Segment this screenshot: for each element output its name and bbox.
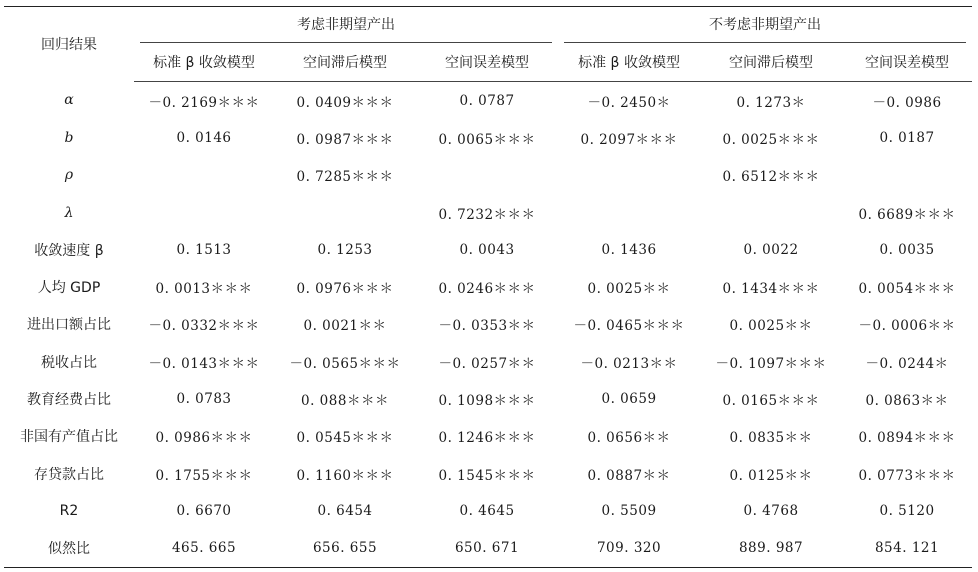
value-cell: 0. 0022: [743, 241, 799, 258]
value-cell: [842, 157, 972, 194]
row-label: λ: [64, 204, 74, 221]
group-header-without-undesirable-output: [558, 7, 972, 44]
row-label: 存贷款占比: [34, 466, 104, 483]
value-cell: [134, 194, 274, 231]
value-cell: 0. 0783: [176, 391, 232, 408]
corner-label: 回归结果: [4, 7, 134, 82]
value-cell: 709. 320: [558, 530, 700, 568]
value-cell: 0. 6689＊＊＊: [858, 206, 956, 223]
value-cell: 0. 5509: [601, 502, 657, 519]
value-cell: 0. 1098＊＊＊: [438, 393, 536, 410]
value-cell: 0. 0013＊＊＊: [155, 281, 253, 298]
value-cell: 0. 0065＊＊＊: [438, 131, 536, 148]
value-cell: 0. 0025＊＊: [729, 318, 813, 335]
regression-results-table-container: [4, 6, 972, 568]
value-cell: 0. 6454: [317, 502, 373, 519]
value-cell: 0. 0025＊＊＊: [722, 131, 820, 148]
value-cell: 0. 6512＊＊＊: [722, 169, 820, 186]
table-row: [4, 194, 972, 231]
sub-header-cell: 空间滞后模型: [274, 43, 416, 82]
table-row: [4, 380, 972, 417]
sub-header-cell: 空间误差模型: [416, 43, 558, 82]
row-label: α: [64, 92, 74, 109]
row-label: R2: [59, 502, 79, 519]
value-cell: 889. 987: [700, 530, 842, 568]
value-cell: [558, 157, 700, 194]
value-cell: －0. 0986: [872, 94, 942, 111]
value-cell: 0. 1246＊＊＊: [438, 430, 536, 447]
value-cell: 0. 0863＊＊: [865, 393, 949, 410]
value-cell: －0. 1097＊＊＊: [715, 355, 827, 372]
value-cell: －0. 0257＊＊: [438, 355, 536, 372]
value-cell: 0. 1253: [317, 241, 373, 258]
value-cell: 0. 088＊＊＊: [301, 393, 389, 410]
value-cell: 0. 4768: [743, 502, 799, 519]
value-cell: [416, 157, 558, 194]
value-cell: 0. 0409＊＊＊: [296, 94, 394, 111]
value-cell: [700, 194, 842, 231]
value-cell: 650. 671: [416, 530, 558, 568]
value-cell: 0. 0656＊＊: [587, 430, 671, 447]
value-cell: 0. 4645: [459, 502, 515, 519]
value-cell: 0. 0165＊＊＊: [722, 393, 820, 410]
sub-header-cell: 空间滞后模型: [700, 43, 842, 82]
value-cell: 0. 7232＊＊＊: [438, 206, 536, 223]
value-cell: [558, 194, 700, 231]
value-cell: －0. 0465＊＊＊: [573, 318, 685, 335]
value-cell: 465. 665: [134, 530, 274, 568]
table-row: [4, 82, 972, 120]
row-label: ρ: [64, 167, 74, 184]
table-row: [4, 306, 972, 343]
table-body: [4, 82, 972, 568]
row-label: 进出口额占比: [27, 317, 111, 334]
table-row: [4, 418, 972, 455]
value-cell: [134, 157, 274, 194]
sub-header-cell: 标准 β 收敛模型: [558, 43, 700, 82]
value-cell: 0. 1434＊＊＊: [722, 281, 820, 298]
value-cell: 0. 6670: [176, 502, 232, 519]
table-row: [4, 268, 972, 305]
value-cell: [274, 194, 416, 231]
sub-header-row: [4, 43, 972, 82]
table-row: [4, 119, 972, 156]
row-label: 收敛速度 β: [34, 242, 104, 259]
value-cell: －0. 0332＊＊＊: [148, 318, 260, 335]
value-cell: －0. 2450＊: [587, 94, 671, 111]
row-label: 似然比: [4, 530, 134, 568]
table-row: [4, 231, 972, 268]
value-cell: 854. 121: [842, 530, 972, 568]
value-cell: －0. 2169＊＊＊: [148, 94, 260, 111]
value-cell: 0. 0773＊＊＊: [858, 467, 956, 484]
table-row: [4, 492, 972, 529]
value-cell: 0. 0021＊＊: [303, 318, 387, 335]
value-cell: 0. 5120: [879, 502, 935, 519]
value-cell: 0. 7285＊＊＊: [296, 169, 394, 186]
row-label: 非国有产值占比: [20, 429, 118, 446]
group-header-label: 不考虑非期望产出: [564, 8, 966, 43]
group-header-row: [4, 7, 972, 44]
value-cell: 0. 0659: [601, 391, 657, 408]
value-cell: 0. 1436: [601, 241, 657, 258]
value-cell: 0. 1273＊: [736, 94, 806, 111]
value-cell: 0. 0043: [459, 241, 515, 258]
value-cell: －0. 0213＊＊: [580, 355, 678, 372]
value-cell: 0. 0035: [879, 241, 935, 258]
value-cell: 0. 0025＊＊: [587, 281, 671, 298]
value-cell: 0. 0987＊＊＊: [296, 131, 394, 148]
table-row: [4, 455, 972, 492]
value-cell: －0. 0353＊＊: [438, 318, 536, 335]
value-cell: 0. 0545＊＊＊: [296, 430, 394, 447]
table-row: [4, 157, 972, 194]
value-cell: 0. 0835＊＊: [729, 430, 813, 447]
group-header-label: 考虑非期望产出: [140, 8, 552, 43]
row-label: 税收占比: [41, 354, 97, 371]
value-cell: 0. 0054＊＊＊: [858, 281, 956, 298]
value-cell: 0. 0894＊＊＊: [858, 430, 956, 447]
value-cell: －0. 0143＊＊＊: [148, 355, 260, 372]
value-cell: －0. 0244＊: [865, 355, 949, 372]
table-row: [4, 343, 972, 380]
value-cell: 0. 0246＊＊＊: [438, 281, 536, 298]
value-cell: 0. 0187: [879, 129, 935, 146]
value-cell: 0. 1755＊＊＊: [155, 467, 253, 484]
value-cell: 0. 1513: [176, 241, 232, 258]
row-label: 教育经费占比: [27, 392, 111, 409]
value-cell: 0. 1545＊＊＊: [438, 467, 536, 484]
value-cell: 0. 0986＊＊＊: [155, 430, 253, 447]
row-label: 人均 GDP: [37, 280, 101, 297]
value-cell: 0. 2097＊＊＊: [580, 131, 678, 148]
value-cell: 0. 0887＊＊: [587, 467, 671, 484]
value-cell: 656. 655: [274, 530, 416, 568]
value-cell: 0. 0976＊＊＊: [296, 281, 394, 298]
value-cell: 0. 0125＊＊: [729, 467, 813, 484]
group-header-with-undesirable-output: [134, 7, 558, 44]
value-cell: 0. 1160＊＊＊: [296, 467, 394, 484]
value-cell: 0. 0787: [459, 92, 515, 109]
sub-header-cell: 空间误差模型: [842, 43, 972, 82]
value-cell: 0. 0146: [176, 129, 232, 146]
value-cell: －0. 0565＊＊＊: [289, 355, 401, 372]
sub-header-cell: 标准 β 收敛模型: [134, 43, 274, 82]
row-label: b: [64, 129, 74, 146]
table-row: [4, 530, 972, 568]
regression-results-table: [4, 6, 972, 568]
value-cell: －0. 0006＊＊: [858, 318, 956, 335]
